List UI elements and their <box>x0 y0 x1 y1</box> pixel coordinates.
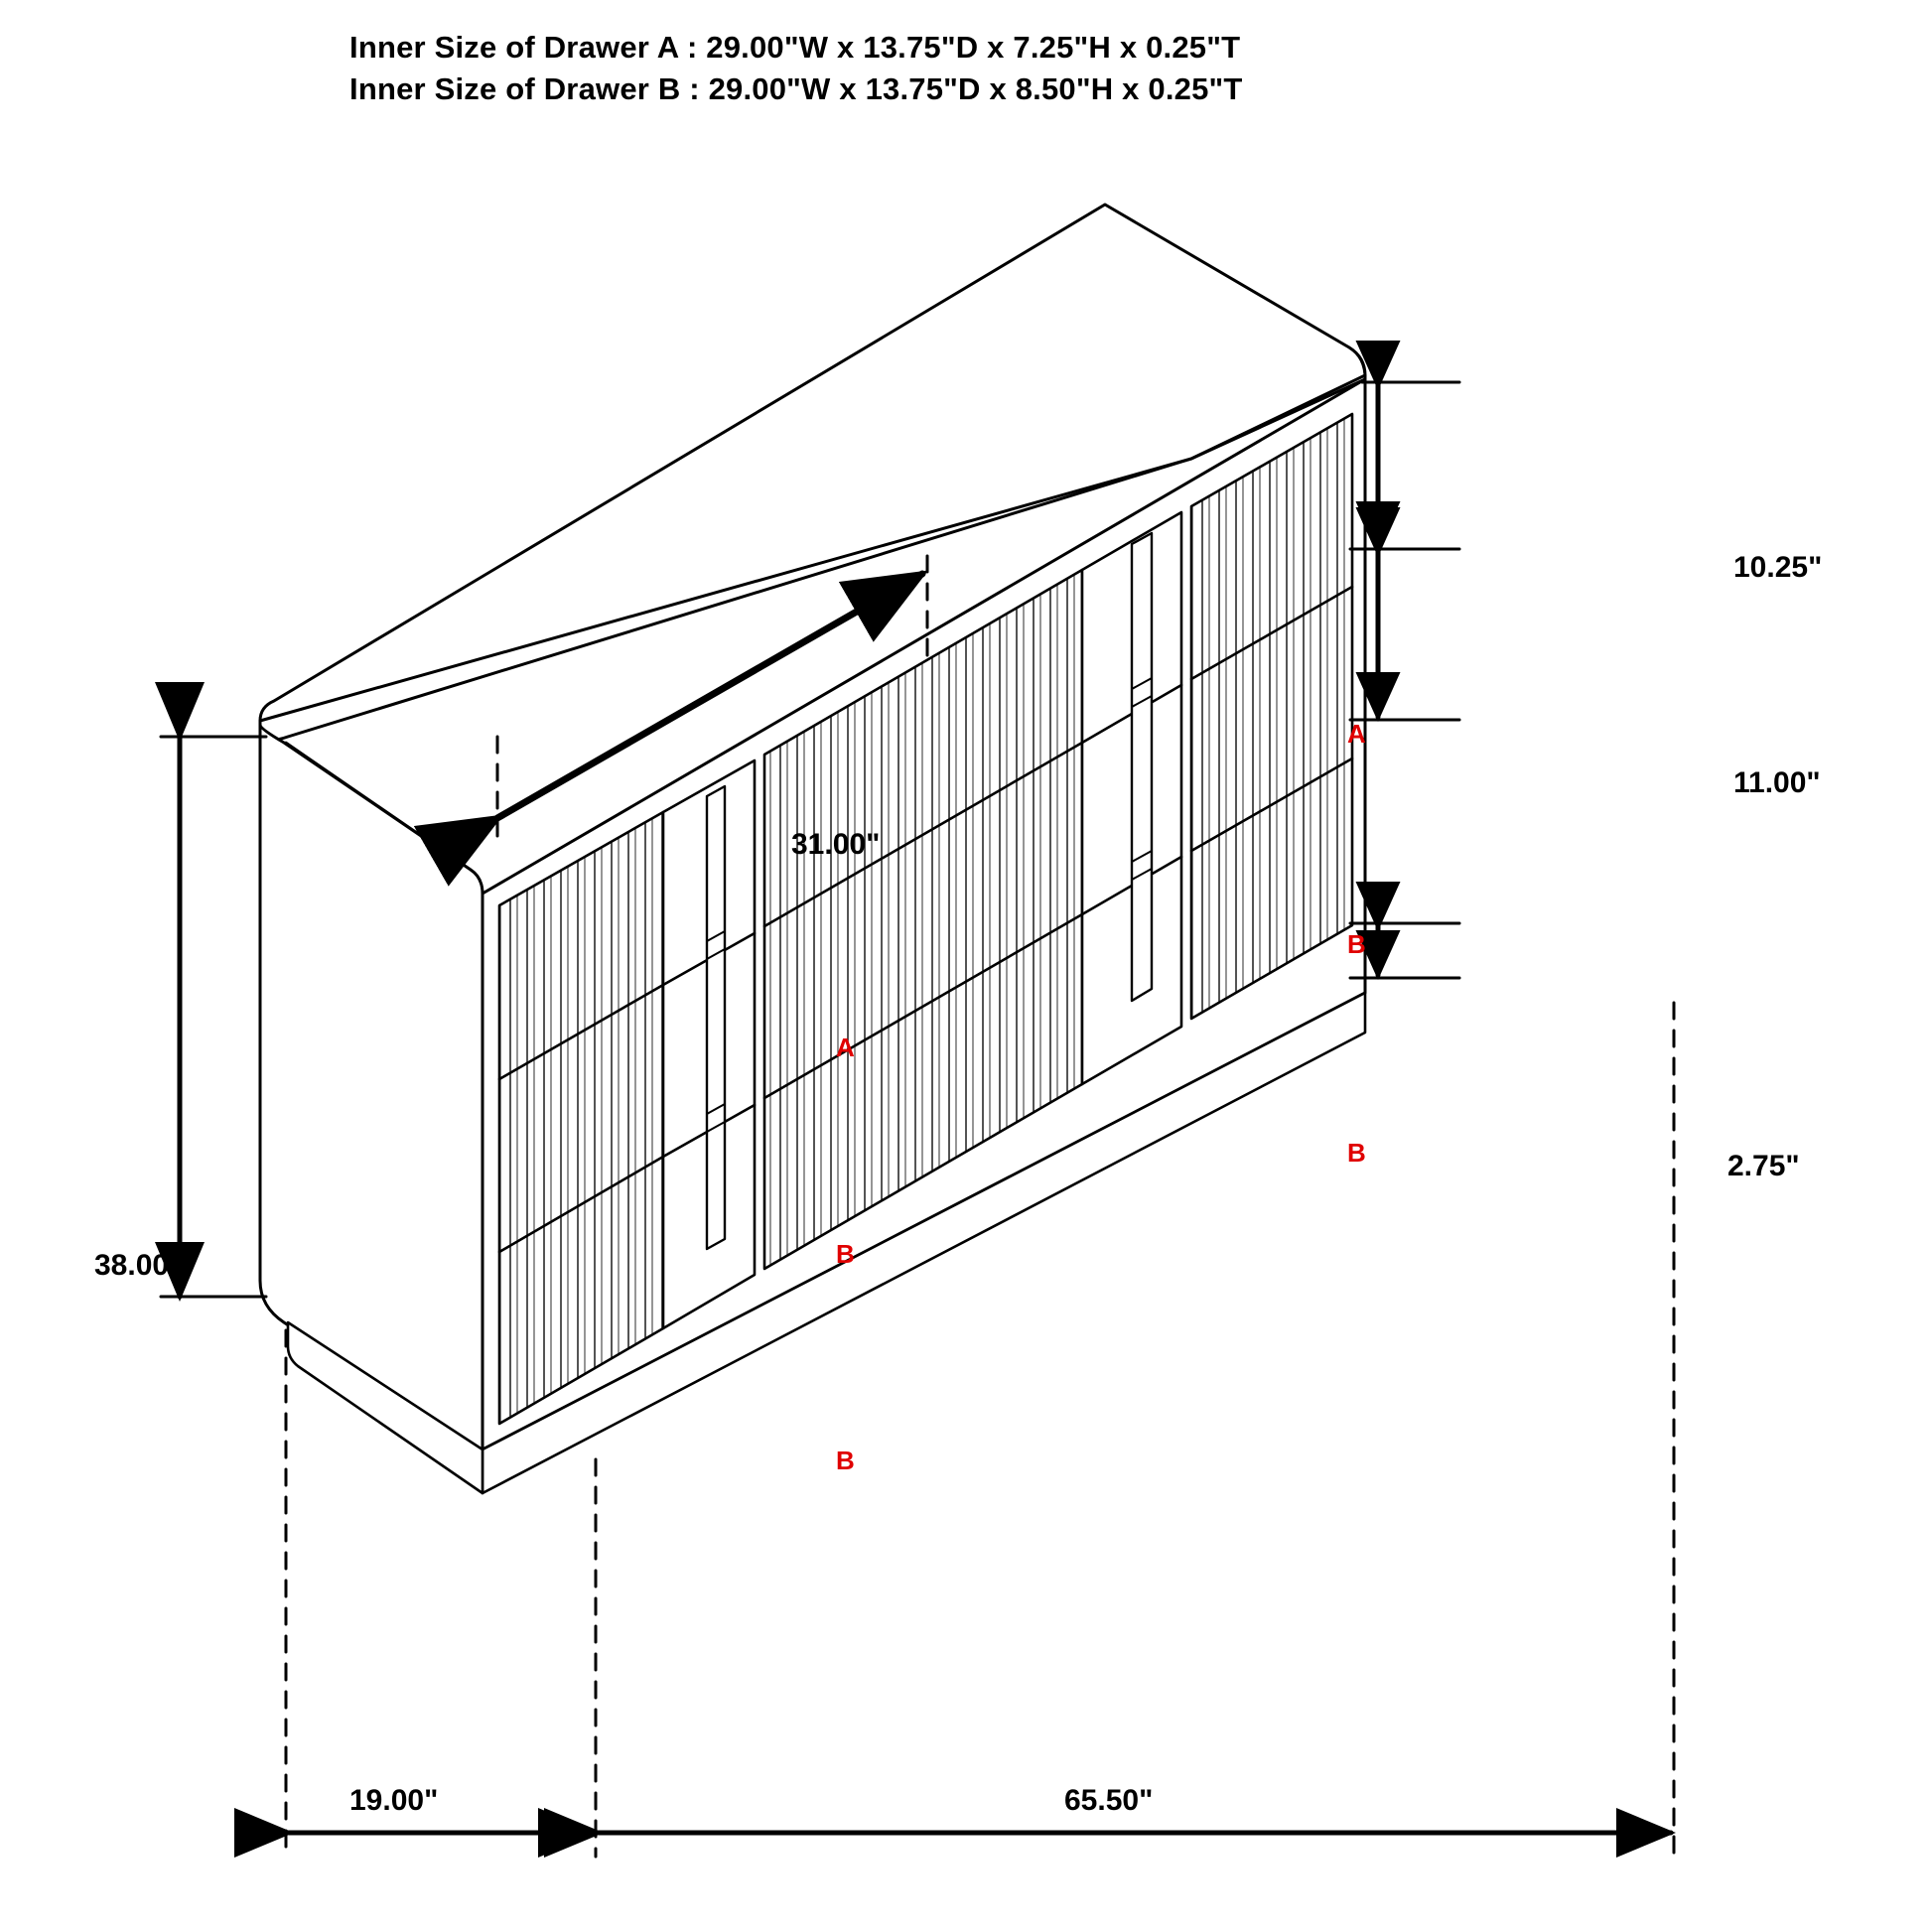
dim-side-depth: 19.00" <box>349 1784 439 1817</box>
dim-top-drawer-height: 10.25" <box>1733 551 1823 584</box>
drawer-label-right-b2: B <box>1347 1138 1366 1168</box>
dim-front-width: 65.50" <box>1064 1784 1154 1817</box>
drawer-label-right-b1: B <box>1347 929 1366 959</box>
dim-mid-drawer-height: 11.00" <box>1733 766 1821 799</box>
drawer-label-right-a: A <box>1347 719 1366 749</box>
drawer-label-left-a: A <box>836 1033 855 1062</box>
drawer-a-spec-text: Inner Size of Drawer A : 29.00"W x 13.75"D x 7.25"H x 0.25"T <box>349 30 1241 65</box>
drawer-label-left-b1: B <box>836 1239 855 1269</box>
dim-plinth-height: 2.75" <box>1727 1150 1800 1182</box>
dim-height-left: 38.00" <box>94 1249 184 1282</box>
dim-depth-top: 31.00" <box>791 828 881 861</box>
drawer-b-spec-text: Inner Size of Drawer B : 29.00"W x 13.75"D x 8.50"H x 0.25"T <box>349 71 1243 106</box>
drawer-label-left-b2: B <box>836 1446 855 1475</box>
